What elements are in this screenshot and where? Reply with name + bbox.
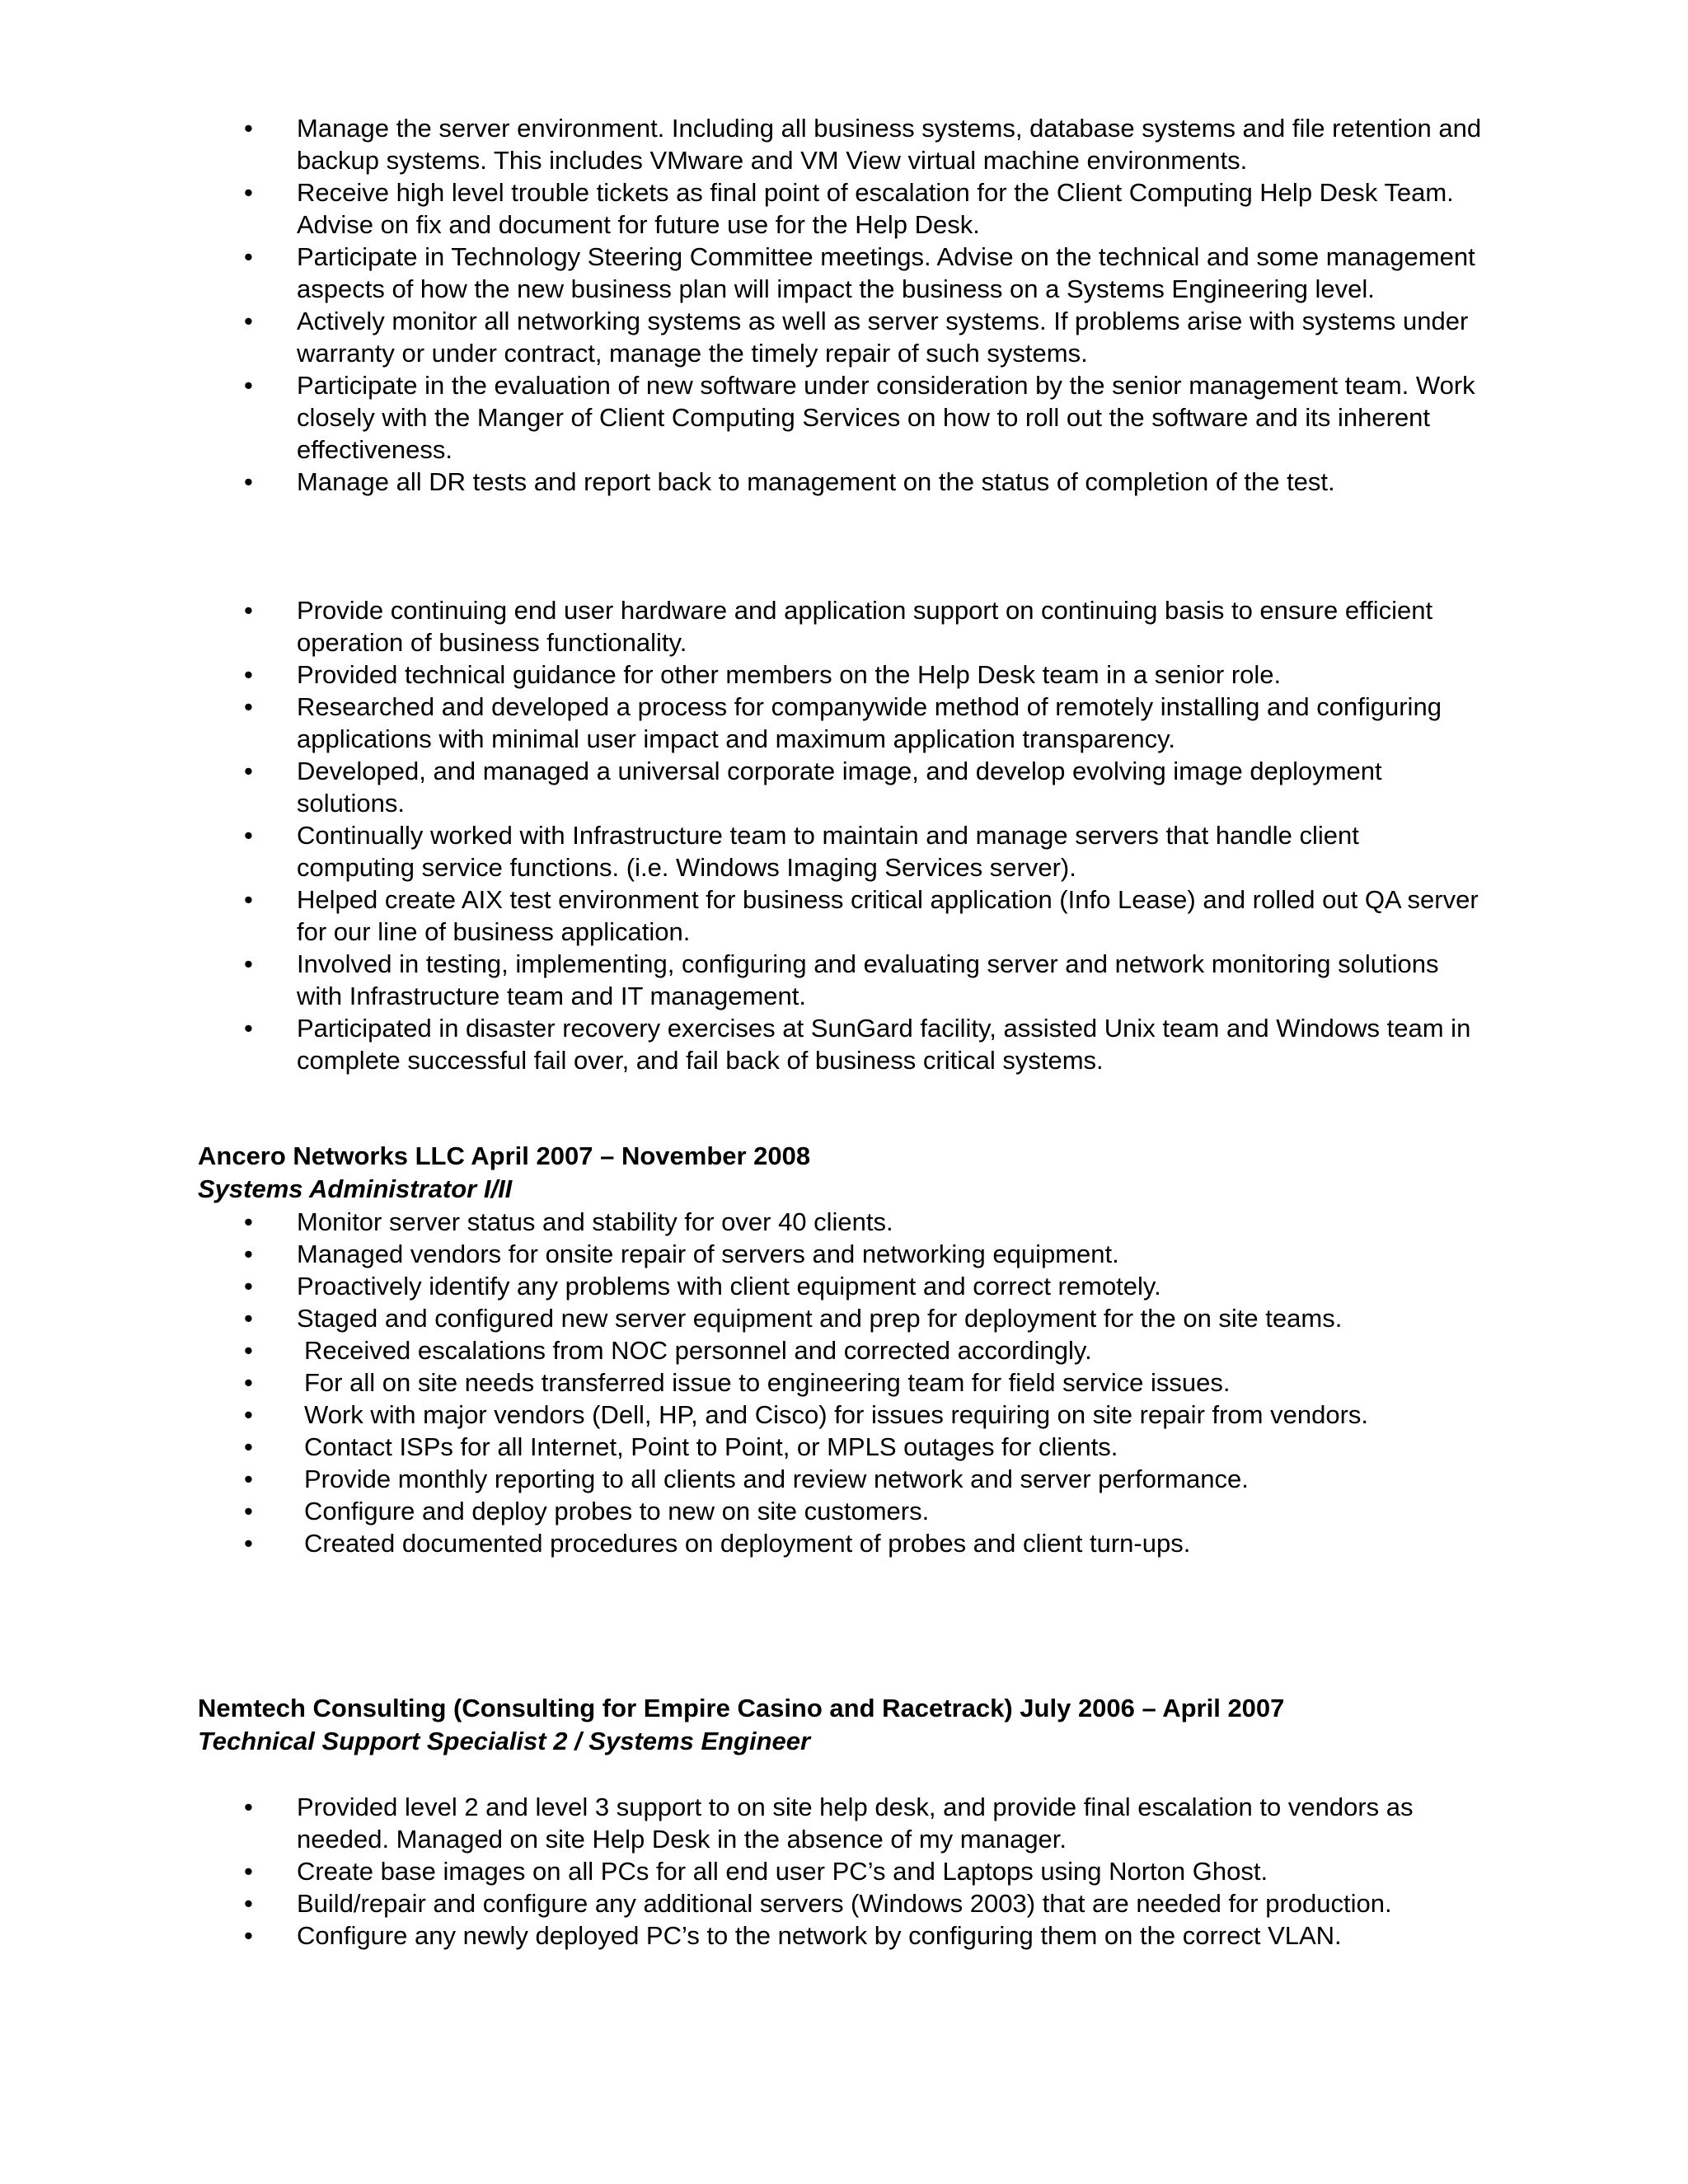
list-item: • Involved in testing, implementing, configuring and evaluating server and network monitoring solutions with Infrastructure team and IT management. — [198, 948, 1484, 1012]
job-heading: Ancero Networks LLC April 2007 – November 2008 — [198, 1141, 811, 1170]
list-item: • Proactively identify any problems with client equipment and correct remotely. — [198, 1270, 1484, 1302]
list-item: • Build/repair and configure any additional servers (Windows 2003) that are needed for production. — [198, 1887, 1484, 1919]
list-item: • Monitor server status and stability for over 40 clients. — [198, 1206, 1484, 1238]
list-item: • Researched and developed a process for companywide method of remotely installing and configuring applications with minimal user impact and maximum application transparency. — [198, 691, 1484, 755]
list-item: • Actively monitor all networking systems as well as server systems. If problems arise with systems under warranty or under contract, manage the timely repair of such systems. — [198, 305, 1484, 369]
list-item: • Created documented procedures on deployment of probes and client turn-ups. — [198, 1527, 1484, 1559]
list-item: • Helped create AIX test environment for business critical application (Info Lease) and rolled out QA server for our line of business application. — [198, 883, 1484, 948]
list-item: • Work with major vendors (Dell, HP, and Cisco) for issues requiring on site repair from vendors. — [198, 1399, 1484, 1431]
list-item: • Managed vendors for onsite repair of servers and networking equipment. — [198, 1238, 1484, 1270]
list-item: • Provided technical guidance for other members on the Help Desk team in a senior role. — [198, 658, 1484, 691]
list-item: • Contact ISPs for all Internet, Point to Point, or MPLS outages for clients. — [198, 1431, 1484, 1463]
list-item: • Provided level 2 and level 3 support to on site help desk, and provide final escalation to vendors as needed. Managed on site Help Desk in the absence of my manager. — [198, 1791, 1484, 1855]
list-item: • Configure and deploy probes to new on site customers. — [198, 1495, 1484, 1527]
list-item: • Continually worked with Infrastructure team to maintain and manage servers that handle client computing service functions. (i.e. Windows Imaging Services server). — [198, 819, 1484, 883]
list-item: • Participated in disaster recovery exercises at SunGard facility, assisted Unix team and Windows team in complete successful fail over, and fail back of business critical systems. — [198, 1012, 1484, 1076]
list-item: • Received escalations from NOC personnel and corrected accordingly. — [198, 1334, 1484, 1366]
list-item: • Developed, and managed a universal corporate image, and develop evolving image deployment solutions. — [198, 755, 1484, 819]
job-heading: Nemtech Consulting (Consulting for Empire Casino and Racetrack) July 2006 – April 2007 — [198, 1694, 1285, 1722]
responsibilities-section-2 — [198, 594, 1484, 1076]
job-title: Technical Support Specialist 2 / Systems Engineer — [198, 1727, 811, 1755]
job-duties-list — [198, 1791, 1484, 1952]
responsibilities-list-2 — [198, 594, 1484, 1076]
list-item: • Manage all DR tests and report back to management on the status of completion of the test. — [198, 466, 1484, 498]
list-item: • Participate in Technology Steering Committee meetings. Advise on the technical and some management aspects of how the new business plan will impact the business on a Systems Engineering level. — [198, 241, 1484, 305]
responsibilities-list-1 — [198, 112, 1484, 498]
list-item: • For all on site needs transferred issue to engineering team for field service issues. — [198, 1366, 1484, 1399]
list-item: • Staged and configured new server equipment and prep for deployment for the on site teams. — [198, 1302, 1484, 1334]
list-item: • Provide continuing end user hardware and application support on continuing basis to ensure efficient operation of business functionality. — [198, 594, 1484, 658]
responsibilities-section-1 — [198, 112, 1484, 498]
job-title: Systems Administrator I/II — [198, 1174, 513, 1203]
list-item: • Configure any newly deployed PC’s to the network by configuring them on the correct VLAN. — [198, 1919, 1484, 1952]
job-duties-list — [198, 1206, 1484, 1559]
list-item: • Provide monthly reporting to all clients and review network and server performance. — [198, 1463, 1484, 1495]
list-item: • Receive high level trouble tickets as final point of escalation for the Client Computing Help Desk Team. Advise on fix and document for future use for the Help Desk. — [198, 176, 1484, 241]
job-ancero-networks — [198, 1140, 1484, 1559]
list-item: • Participate in the evaluation of new software under consideration by the senior management team. Work closely with the Manger of Client Computing Services on how to roll out the software and its inherent effectiveness. — [198, 369, 1484, 466]
job-nemtech-consulting — [198, 1692, 1484, 1952]
list-item: • Create base images on all PCs for all end user PC’s and Laptops using Norton Ghost. — [198, 1855, 1484, 1887]
list-item: • Manage the server environment. Including all business systems, database systems and file retention and backup systems. This includes VMware and VM View virtual machine environments. — [198, 112, 1484, 176]
